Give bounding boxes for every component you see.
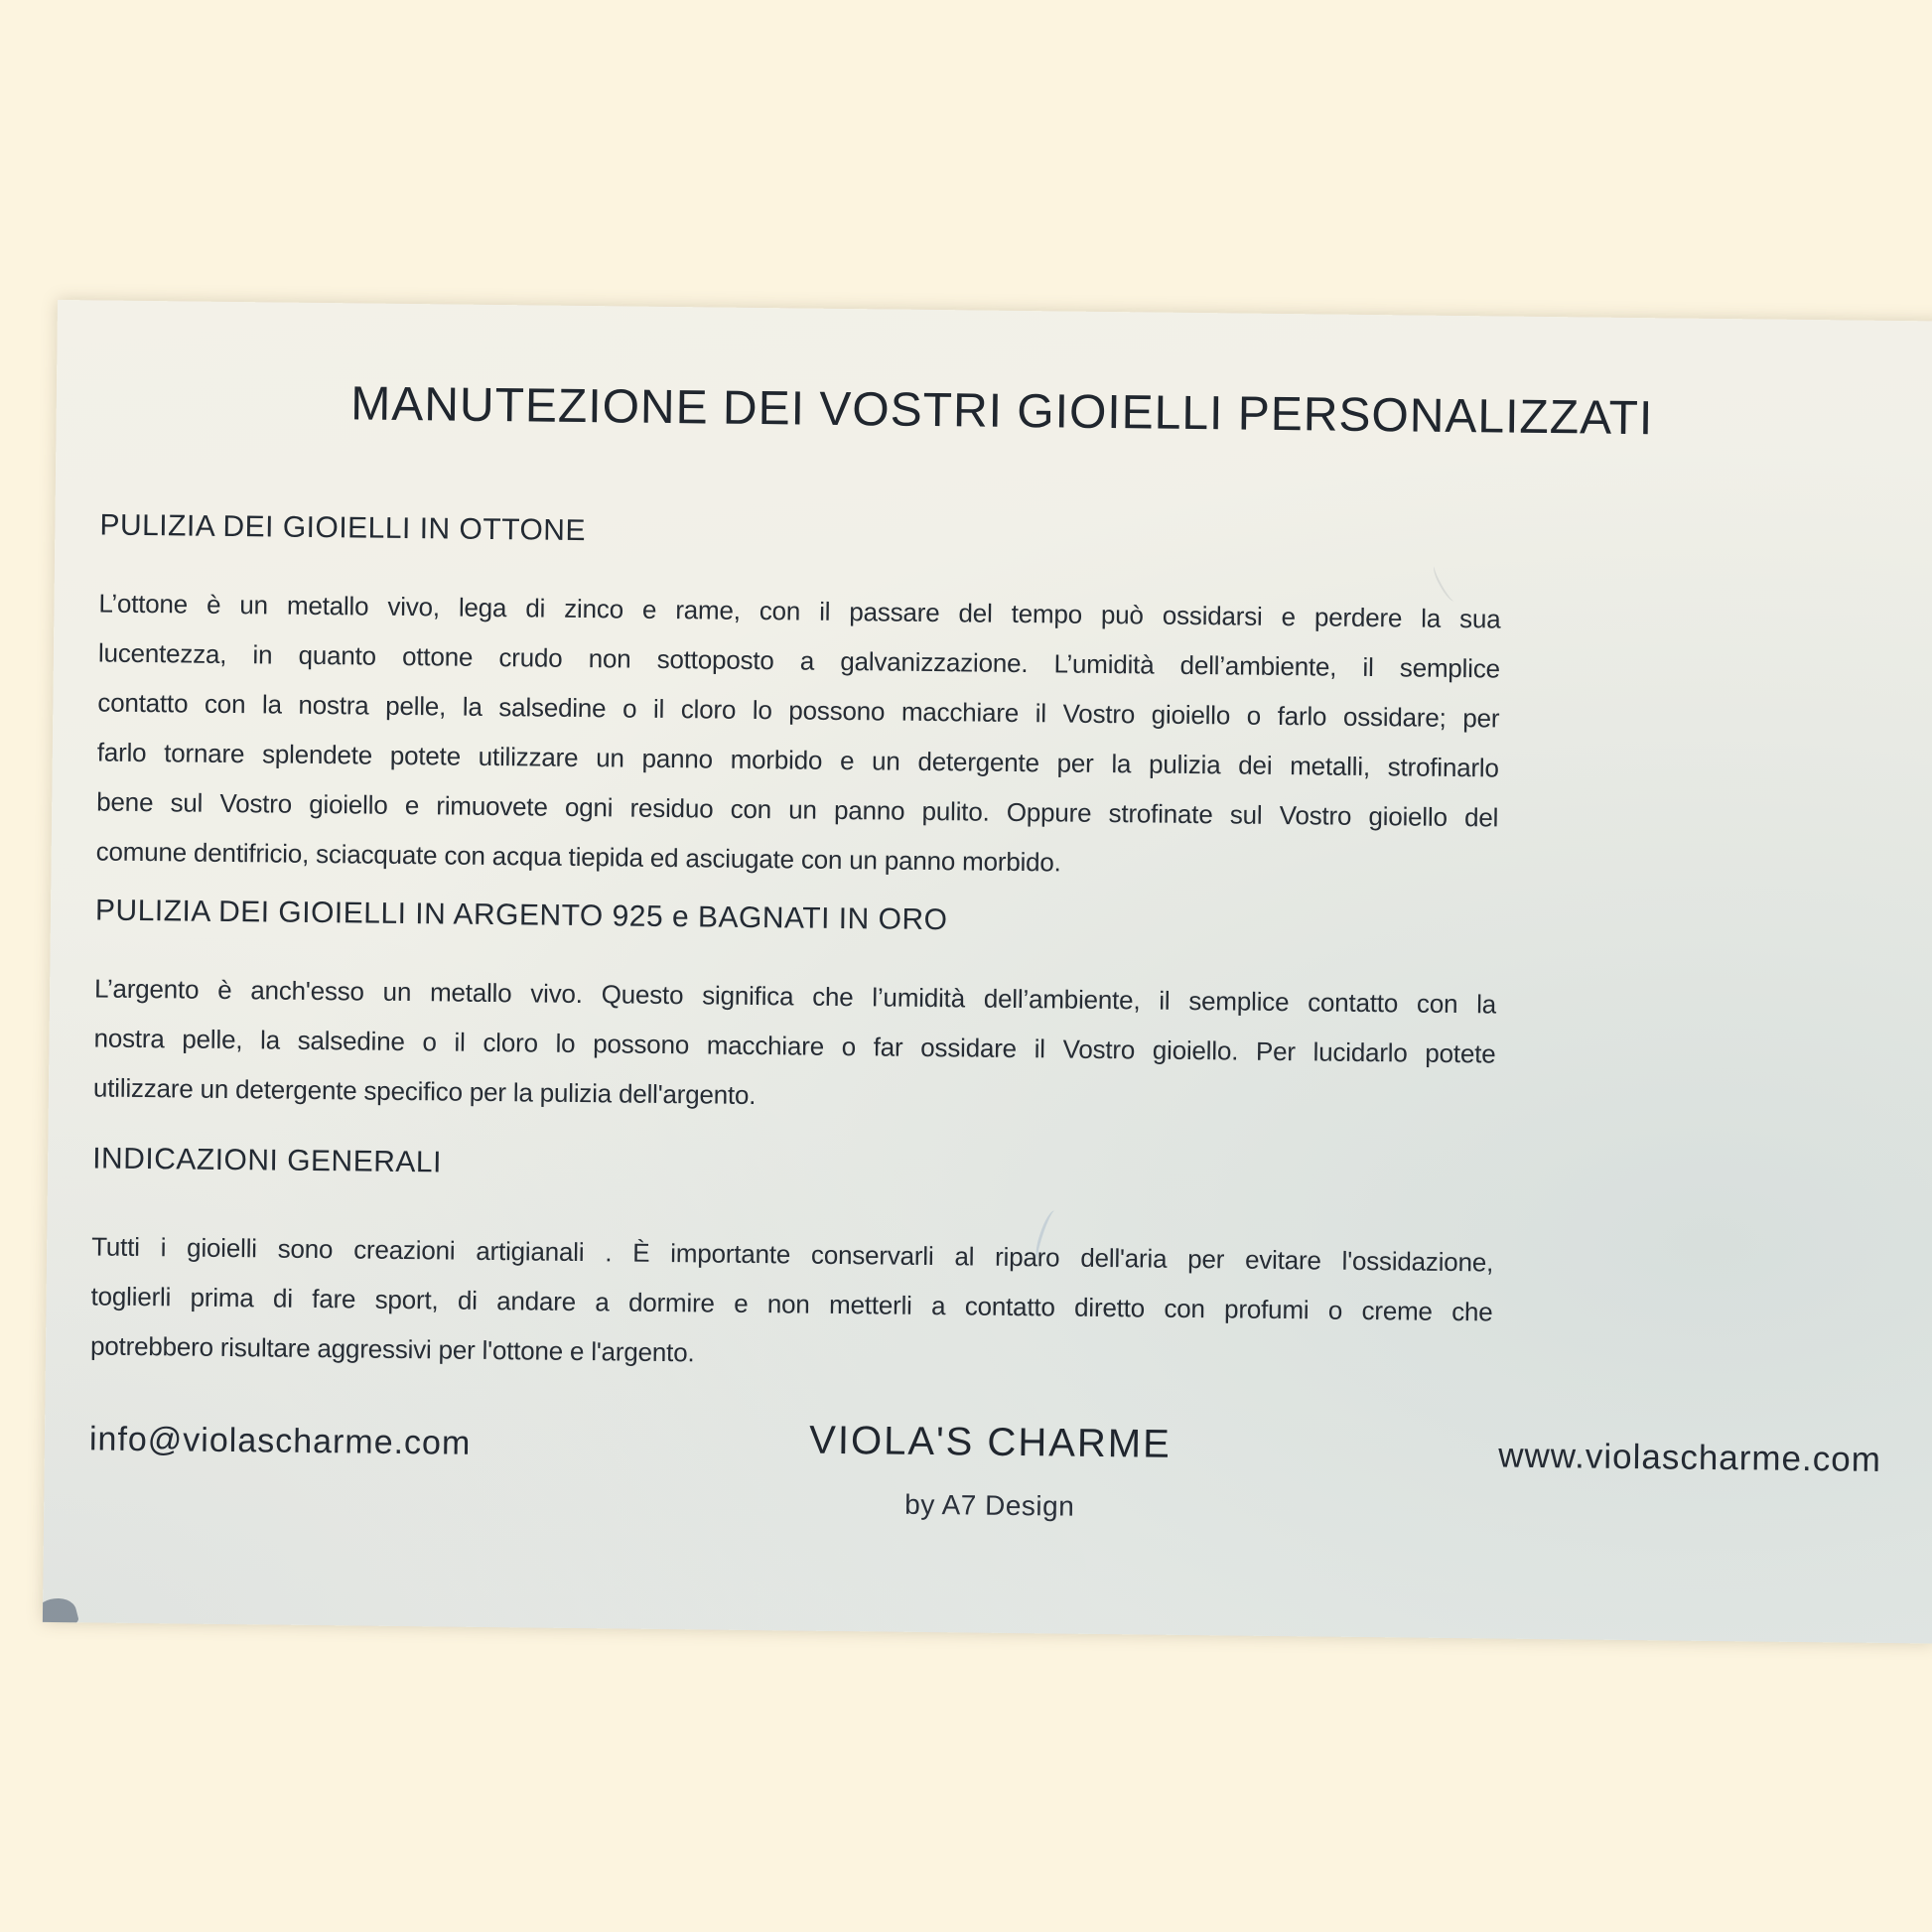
photo-corner-smudge (43, 1593, 79, 1632)
body-line: lucentezza, in quanto ottone crudo non sottoposto a galvanizzazione. L’umidità dell’ambiente, il semplice (97, 637, 1501, 684)
body-line: utilizzare un detergente specifico per la pulizia dell'argento. (92, 1072, 757, 1111)
body-line: L’argento è anch'esso un metallo vivo. Questo significa che l’umidità dell’ambiente, il semplice contatto con la (93, 973, 1497, 1020)
section-heading-ottone: PULIZIA DEI GIOIELLI IN OTTONE (99, 508, 587, 548)
body-line: Tutti i gioielli sono creazioni artigianali . È importante conservarli al riparo dell'aria per evitare l'ossidazione, (91, 1231, 1494, 1278)
body-line: comune dentifricio, sciacquate con acqua tiepida ed asciugate con un panno morbido. (95, 836, 1061, 878)
section-heading-argento: PULIZIA DEI GIOIELLI IN ARGENTO 925 e BAGNATI IN ORO (94, 894, 948, 937)
card-title: MANUTEZIONE DEI VOSTRI GIOIELLI PERSONALIZZATI (350, 377, 1654, 446)
body-line: nostra pelle, la salsedine o il cloro lo possono macchiare o far ossidare il Vostro gioiello. Per lucidarlo potete (93, 1023, 1496, 1069)
section-body-indicazioni (90, 1221, 1494, 1386)
body-line: farlo tornare splendete potete utilizzare un panno morbido e un detergente per la pulizia dei metalli, strofinarlo (96, 737, 1499, 783)
brand-byline: by A7 Design (904, 1488, 1075, 1522)
care-instruction-card (43, 300, 1932, 1644)
website-url: www.violascharme.com (1498, 1436, 1882, 1479)
brand-name: VIOLA'S CHARME (808, 1418, 1173, 1466)
body-line: L’ottone è un metallo vivo, lega di zinco e rame, con il passare del tempo può ossidarsi e perdere la sua (98, 588, 1501, 634)
body-line: bene sul Vostro gioiello e rimuovete ogni residuo con un panno pulito. Oppure strofinate sul Vostro gioiello del (96, 786, 1499, 833)
section-heading-indicazioni: INDICAZIONI GENERALI (92, 1142, 443, 1179)
section-body-argento (93, 963, 1497, 1128)
contact-email: info@violascharme.com (88, 1420, 472, 1462)
body-line: contatto con la nostra pelle, la salsedine o il cloro lo possono macchiare il Vostro gioiello o farlo ossidare; per (97, 687, 1500, 734)
section-body-ottone (95, 578, 1500, 892)
body-line: toglierli prima di fare sport, di andare a dormire e non metterli a contatto diretto con profumi o creme che (90, 1281, 1493, 1327)
body-line: potrebbero risultare aggressivi per l'ottone e l'argento. (89, 1330, 695, 1368)
